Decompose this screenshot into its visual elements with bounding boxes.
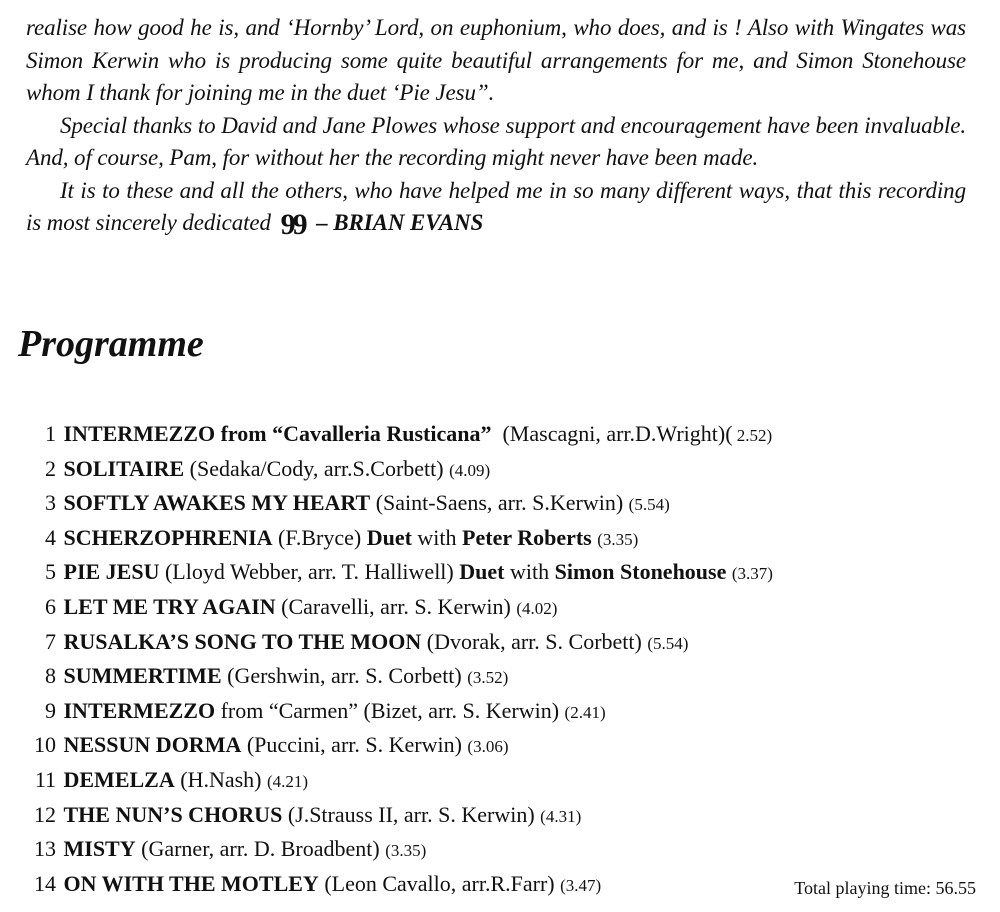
track-number: 14 [34,870,56,896]
track-time: (5.54) [647,633,689,653]
track-title: INTERMEZZO [63,697,216,723]
track-title: SOFTLY AWAKES MY HEART [63,490,371,516]
duet-partner: Simon Stonehouse [554,559,727,585]
track-number: 8 [45,663,56,689]
track-credit: (H.Nash) [180,766,262,792]
track-8 [14,660,989,695]
track-subtitle: from “Carmen” [220,697,359,723]
track-credit: (Bizet, arr. S. Kerwin) [363,697,560,723]
track-number: 11 [34,766,56,792]
track-credit: (Mascagni, arr.D.Wright)( [502,421,733,446]
track-title: THE NUN’S CHORUS [63,801,283,827]
track-number: 7 [45,628,56,654]
track-title: MISTY [63,836,136,862]
track-2 [14,453,989,488]
track-number: 6 [45,593,56,619]
track-time: (3.35) [385,841,427,861]
track-time: (3.37) [731,564,773,584]
track-time: (4.31) [540,806,582,826]
track-credit: (Dvorak, arr. S. Corbett) [426,628,642,654]
track-12 [14,799,989,834]
track-credit: (Sedaka/Cody, arr.S.Corbett) [189,455,444,481]
track-title: PIE JESU [63,559,160,585]
programme-heading: Programme [18,323,204,365]
track-number: 12 [34,801,56,827]
track-3 [14,487,989,522]
track-7 [14,626,989,661]
track-title: RUSALKA’S SONG TO THE MOON [63,628,422,654]
sleeve-notes [26,12,966,242]
track-13 [14,833,989,868]
notes-paragraph-3-text: It is to these and all the others, who have helped me in so many different ways, that this recording is most sincerely dedicated [26,177,966,235]
duet-label: Duet [366,524,412,550]
track-11 [14,764,989,799]
track-number: 3 [45,490,56,516]
duet-with: with [509,559,550,585]
track-credit: (Lloyd Webber, arr. T. Halliwell) [164,559,454,585]
track-6 [14,591,989,626]
track-title: ON WITH THE MOTLEY [63,870,319,896]
notes-paragraph-3 [26,175,966,242]
track-title: INTERMEZZO from “Cavalleria Rusticana” [63,421,492,446]
duet-with: with [417,524,457,550]
track-9 [14,695,989,730]
track-time: (5.54) [628,495,670,515]
track-time: (4.02) [516,598,558,618]
track-title: DEMELZA [63,766,175,792]
track-number: 1 [45,421,56,446]
track-1 [14,418,989,453]
track-time: (3.35) [597,529,639,549]
track-time: (3.06) [467,737,509,757]
track-number: 2 [45,455,56,481]
duet-partner: Peter Roberts [462,524,592,550]
track-credit: (F.Bryce) [278,524,362,550]
track-credit: (J.Strauss II, arr. S. Kerwin) [287,801,535,827]
track-time: (2.41) [564,702,606,722]
track-number: 4 [45,524,56,550]
track-time: 2.52) [732,426,773,445]
track-list [14,418,989,902]
track-time: (3.52) [467,668,509,688]
track-5 [14,556,989,591]
total-playing-time: Total playing time: 56.55 [794,878,976,898]
track-time: (3.47) [560,875,602,895]
track-time: (4.21) [267,771,309,791]
notes-paragraph-1: realise how good he is, and ‘Hornby’ Lord, on euphonium, who does, and is ! Also with Wingates was Simon Kerwin who is producing some quite beautiful arrangements for me, and Simon Stonehouse whom I thank for joining me in the duet ‘Pie Jesu”. [26,15,966,105]
track-title: LET ME TRY AGAIN [63,593,276,619]
track-4 [14,522,989,557]
track-credit: (Leon Cavallo, arr.R.Farr) [324,870,555,896]
track-10 [14,729,989,764]
track-title: SOLITAIRE [63,455,185,481]
track-title: NESSUN DORMA [63,732,242,758]
duet-label: Duet [459,559,505,585]
track-number: 13 [34,836,56,862]
track-title: SCHERZOPHRENIA [63,524,273,550]
track-number: 9 [45,697,56,723]
track-number: 5 [45,559,56,585]
notes-paragraph-2: Special thanks to David and Jane Plowes whose support and encouragement have been invaluable. And, of course, Pam, for without her the recording might never have been made. [26,112,966,170]
track-credit: (Saint-Saens, arr. S.Kerwin) [375,490,624,516]
signature: – BRIAN EVANS [316,210,484,235]
track-credit: (Gershwin, arr. S. Corbett) [227,663,462,689]
track-title: SUMMERTIME [63,663,222,689]
track-credit: (Garner, arr. D. Broadbent) [141,836,380,862]
closing-quote-mark: 99 [280,208,305,241]
track-credit: (Puccini, arr. S. Kerwin) [246,732,462,758]
track-credit: (Caravelli, arr. S. Kerwin) [281,593,511,619]
track-time: (4.09) [449,460,491,480]
track-number: 10 [34,732,56,758]
